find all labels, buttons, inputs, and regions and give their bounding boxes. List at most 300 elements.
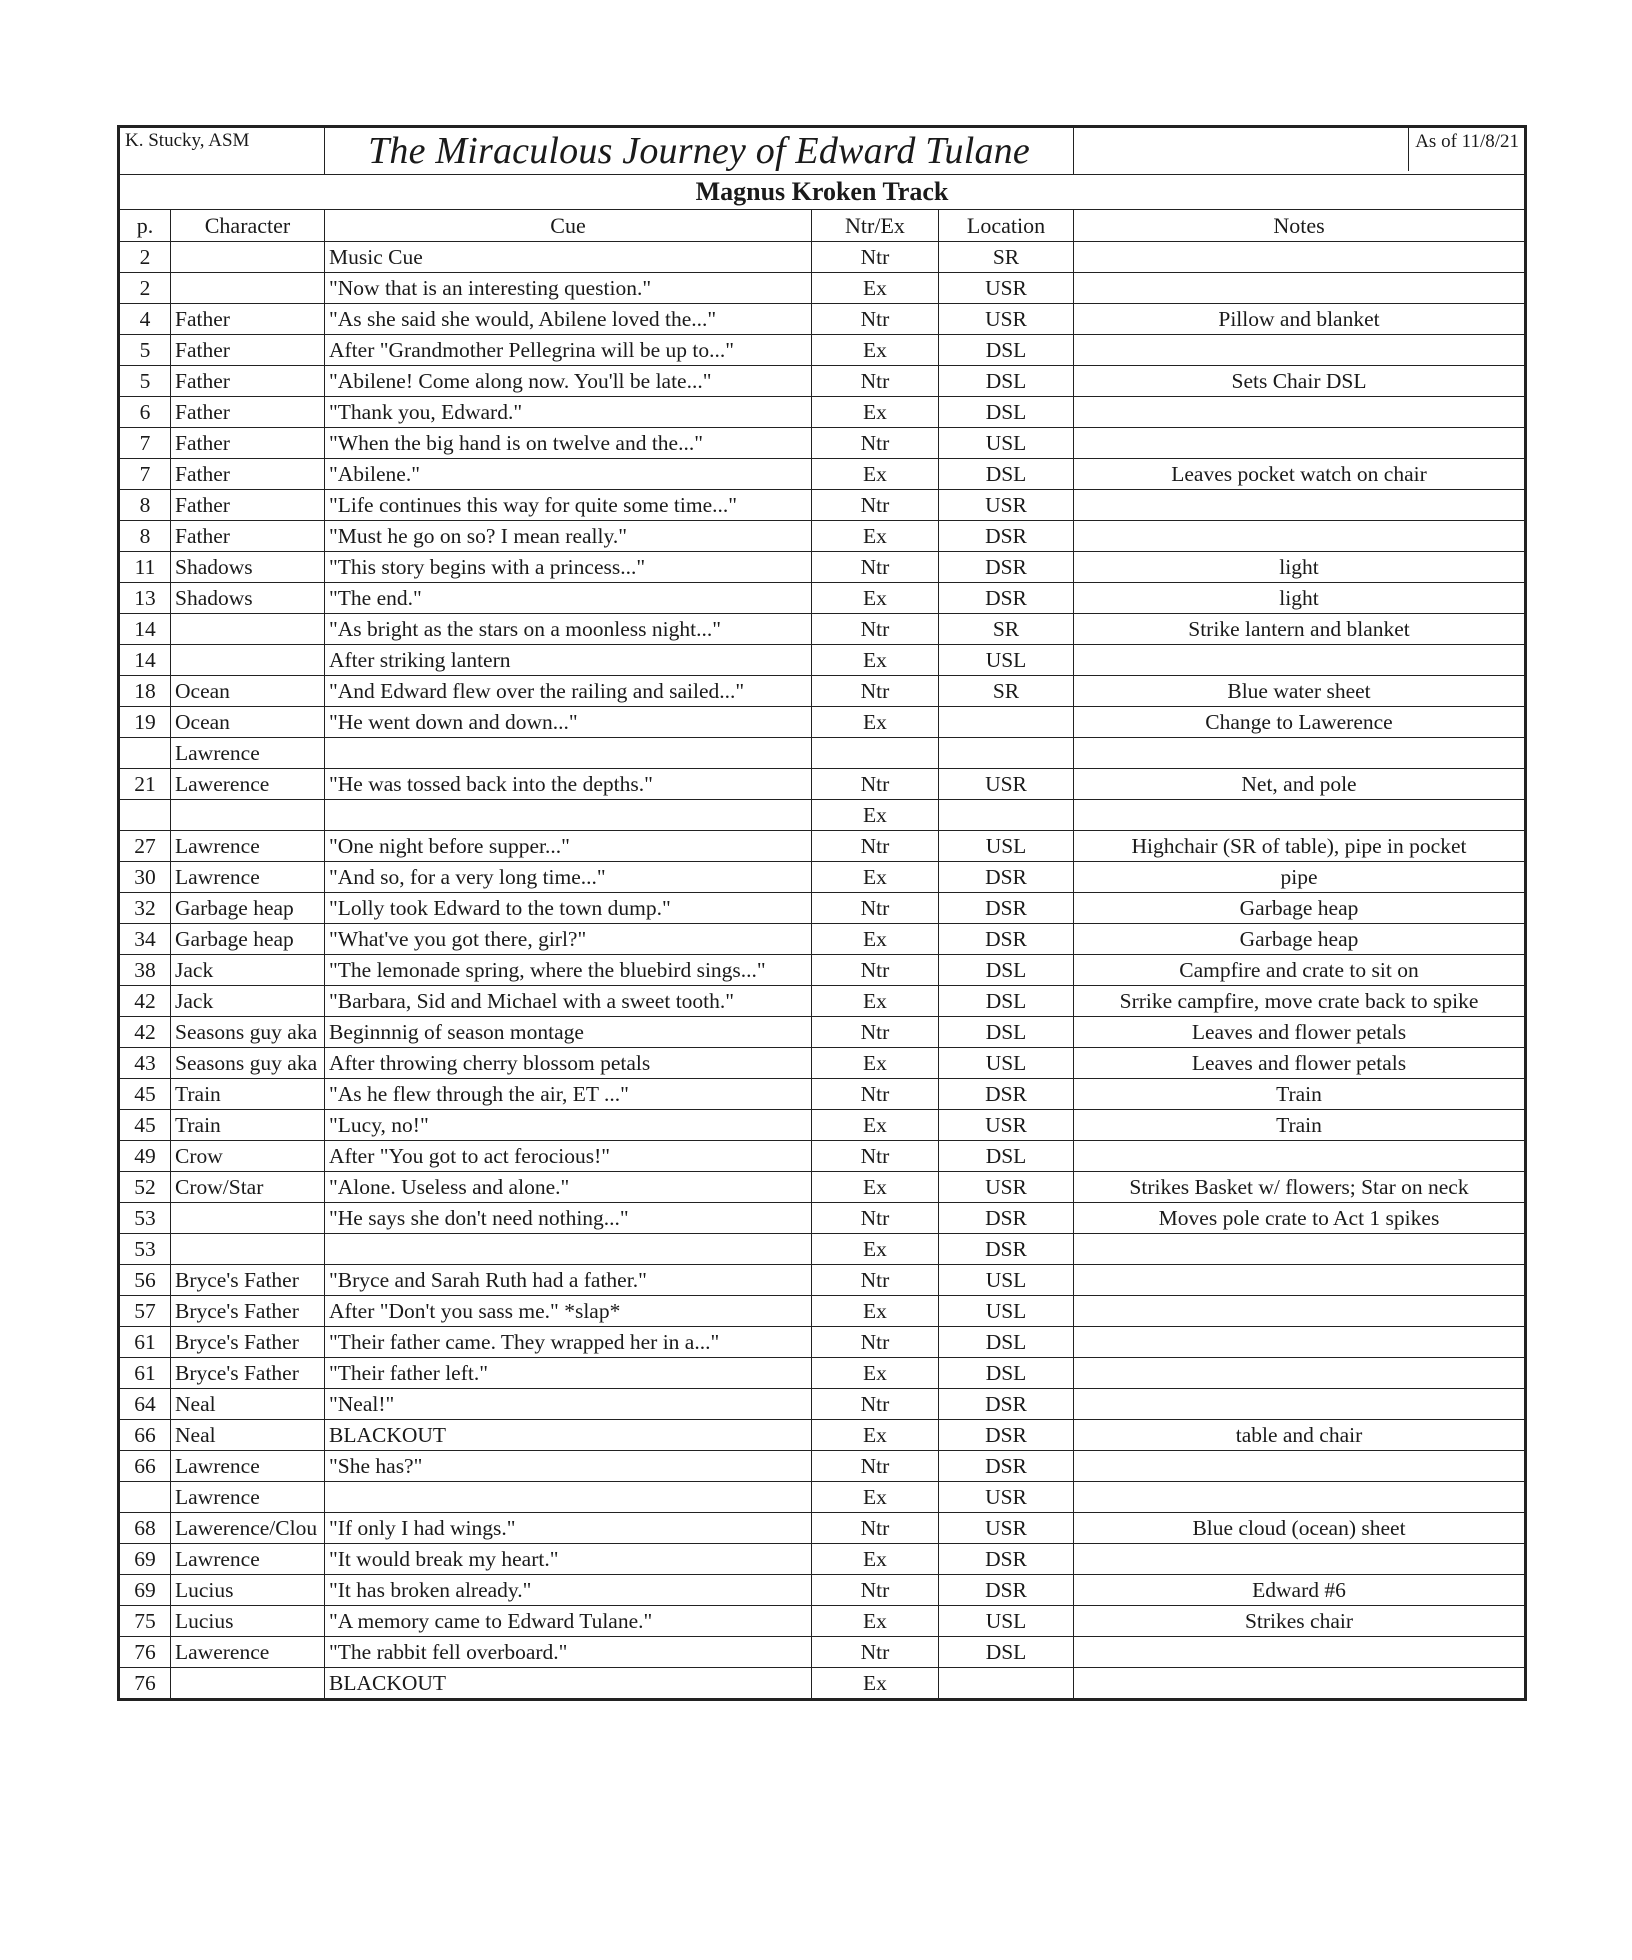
- notes-cell: [1074, 521, 1526, 552]
- location-cell: DSR: [939, 924, 1074, 955]
- character-cell: Bryce's Father: [171, 1327, 325, 1358]
- notes-cell: Change to Lawerence: [1074, 707, 1526, 738]
- page-cell: 21: [119, 769, 171, 800]
- ntr-ex-cell: Ex: [812, 273, 939, 304]
- table-row: [119, 831, 1526, 862]
- ntr-ex-cell: Ntr: [812, 428, 939, 459]
- cue-cell: "Abilene! Come along now. You'll be late...": [325, 366, 812, 397]
- table-row: [119, 1575, 1526, 1606]
- notes-cell: Train: [1074, 1079, 1526, 1110]
- table-row: [119, 1668, 1526, 1700]
- track-sheet: [117, 125, 1524, 1701]
- character-cell: Father: [171, 335, 325, 366]
- notes-cell: Strikes Basket w/ flowers; Star on neck: [1074, 1172, 1526, 1203]
- character-cell: Train: [171, 1110, 325, 1141]
- page-cell: 75: [119, 1606, 171, 1637]
- page-cell: 42: [119, 1017, 171, 1048]
- cue-cell: "Lolly took Edward to the town dump.": [325, 893, 812, 924]
- notes-cell: Leaves and flower petals: [1074, 1048, 1526, 1079]
- page-cell: 5: [119, 366, 171, 397]
- table-row: [119, 1234, 1526, 1265]
- location-cell: DSL: [939, 955, 1074, 986]
- cue-cell: "The lemonade spring, where the bluebird sings...": [325, 955, 812, 986]
- character-cell: Garbage heap: [171, 893, 325, 924]
- ntr-ex-cell: Ntr: [812, 769, 939, 800]
- page-cell: [119, 738, 171, 769]
- character-cell: Bryce's Father: [171, 1265, 325, 1296]
- notes-cell: Strike lantern and blanket: [1074, 614, 1526, 645]
- page-cell: 8: [119, 490, 171, 521]
- ntr-ex-cell: Ex: [812, 1172, 939, 1203]
- ntr-ex-cell: Ex: [812, 583, 939, 614]
- page-cell: 7: [119, 428, 171, 459]
- notes-cell: [1074, 397, 1526, 428]
- table-row: [119, 366, 1526, 397]
- character-cell: Lawerence: [171, 1637, 325, 1668]
- cue-cell: "He went down and down...": [325, 707, 812, 738]
- notes-cell: table and chair: [1074, 1420, 1526, 1451]
- location-cell: USL: [939, 1606, 1074, 1637]
- table-row: [119, 676, 1526, 707]
- character-cell: Neal: [171, 1420, 325, 1451]
- notes-cell: Leaves pocket watch on chair: [1074, 459, 1526, 490]
- notes-cell: Highchair (SR of table), pipe in pocket: [1074, 831, 1526, 862]
- ntr-ex-cell: Ntr: [812, 490, 939, 521]
- table-row: [119, 924, 1526, 955]
- table-row: [119, 552, 1526, 583]
- cue-cell: [325, 800, 812, 831]
- location-cell: DSL: [939, 397, 1074, 428]
- character-cell: Seasons guy aka: [171, 1017, 325, 1048]
- location-cell: DSR: [939, 1451, 1074, 1482]
- character-cell: Lucius: [171, 1606, 325, 1637]
- ntr-ex-cell: Ntr: [812, 893, 939, 924]
- cue-cell: "She has?": [325, 1451, 812, 1482]
- ntr-ex-cell: Ex: [812, 521, 939, 552]
- ntr-ex-cell: [812, 738, 939, 769]
- cue-cell: "And so, for a very long time...": [325, 862, 812, 893]
- page-cell: 13: [119, 583, 171, 614]
- notes-cell: [1074, 1668, 1526, 1700]
- character-cell: Ocean: [171, 707, 325, 738]
- page-cell: 8: [119, 521, 171, 552]
- col-header-cue: Cue: [325, 210, 812, 242]
- location-cell: DSR: [939, 1079, 1074, 1110]
- notes-cell: [1074, 1234, 1526, 1265]
- page-cell: [119, 800, 171, 831]
- table-row: [119, 645, 1526, 676]
- cue-cell: "And Edward flew over the railing and sailed...": [325, 676, 812, 707]
- cue-cell: "This story begins with a princess...": [325, 552, 812, 583]
- location-cell: USR: [939, 304, 1074, 335]
- ntr-ex-cell: Ntr: [812, 1141, 939, 1172]
- page-cell: 69: [119, 1575, 171, 1606]
- character-cell: Garbage heap: [171, 924, 325, 955]
- notes-cell: [1074, 335, 1526, 366]
- cue-cell: After throwing cherry blossom petals: [325, 1048, 812, 1079]
- ntr-ex-cell: Ntr: [812, 304, 939, 335]
- notes-cell: [1074, 1451, 1526, 1482]
- ntr-ex-cell: Ex: [812, 800, 939, 831]
- location-cell: USL: [939, 428, 1074, 459]
- table-row: [119, 242, 1526, 273]
- location-cell: USL: [939, 831, 1074, 862]
- cue-cell: "Barbara, Sid and Michael with a sweet tooth.": [325, 986, 812, 1017]
- location-cell: USR: [939, 1110, 1074, 1141]
- table-row: [119, 1389, 1526, 1420]
- character-cell: Lawrence: [171, 1451, 325, 1482]
- ntr-ex-cell: Ntr: [812, 1327, 939, 1358]
- table-row: [119, 1513, 1526, 1544]
- page-cell: 34: [119, 924, 171, 955]
- table-body: [119, 242, 1526, 1700]
- character-cell: Bryce's Father: [171, 1296, 325, 1327]
- character-cell: Father: [171, 366, 325, 397]
- table-row: [119, 1203, 1526, 1234]
- table-row: [119, 1327, 1526, 1358]
- page-cell: 18: [119, 676, 171, 707]
- notes-cell: Garbage heap: [1074, 893, 1526, 924]
- character-cell: Lucius: [171, 1575, 325, 1606]
- location-cell: DSR: [939, 1234, 1074, 1265]
- ntr-ex-cell: Ex: [812, 707, 939, 738]
- table-row: [119, 1296, 1526, 1327]
- ntr-ex-cell: Ex: [812, 1668, 939, 1700]
- cue-cell: "Thank you, Edward.": [325, 397, 812, 428]
- page-cell: 2: [119, 273, 171, 304]
- table-row: [119, 397, 1526, 428]
- col-header-ntr-ex: Ntr/Ex: [812, 210, 939, 242]
- ntr-ex-cell: Ex: [812, 1048, 939, 1079]
- cue-cell: "When the big hand is on twelve and the...": [325, 428, 812, 459]
- notes-cell: Blue water sheet: [1074, 676, 1526, 707]
- ntr-ex-cell: Ntr: [812, 831, 939, 862]
- character-cell: Shadows: [171, 583, 325, 614]
- page-cell: 27: [119, 831, 171, 862]
- table-row: [119, 304, 1526, 335]
- notes-cell: [1074, 490, 1526, 521]
- track-table: [117, 125, 1527, 1701]
- page-cell: 76: [119, 1668, 171, 1700]
- cue-cell: "Lucy, no!": [325, 1110, 812, 1141]
- table-row: [119, 1637, 1526, 1668]
- table-row: [119, 893, 1526, 924]
- cue-cell: "Life continues this way for quite some time...": [325, 490, 812, 521]
- character-cell: [171, 1234, 325, 1265]
- page-cell: 4: [119, 304, 171, 335]
- table-row: [119, 1141, 1526, 1172]
- page-cell: 14: [119, 645, 171, 676]
- page-cell: 5: [119, 335, 171, 366]
- cue-cell: "As she said she would, Abilene loved the...": [325, 304, 812, 335]
- location-cell: USL: [939, 1048, 1074, 1079]
- col-header-character: Character: [171, 210, 325, 242]
- notes-cell: [1074, 242, 1526, 273]
- ntr-ex-cell: Ntr: [812, 242, 939, 273]
- table-row: [119, 335, 1526, 366]
- table-row: [119, 1172, 1526, 1203]
- character-cell: [171, 645, 325, 676]
- notes-cell: Blue cloud (ocean) sheet: [1074, 1513, 1526, 1544]
- notes-cell: [1074, 1482, 1526, 1513]
- character-cell: Lawrence: [171, 1544, 325, 1575]
- notes-cell: [1074, 1141, 1526, 1172]
- location-cell: [939, 707, 1074, 738]
- location-cell: USL: [939, 1265, 1074, 1296]
- cue-cell: BLACKOUT: [325, 1420, 812, 1451]
- table-row: [119, 800, 1526, 831]
- character-cell: Jack: [171, 955, 325, 986]
- page-cell: 30: [119, 862, 171, 893]
- table-row: [119, 1544, 1526, 1575]
- cue-cell: "The rabbit fell overboard.": [325, 1637, 812, 1668]
- notes-cell: Strikes chair: [1074, 1606, 1526, 1637]
- ntr-ex-cell: Ntr: [812, 676, 939, 707]
- cue-cell: "It has broken already.": [325, 1575, 812, 1606]
- location-cell: DSL: [939, 1327, 1074, 1358]
- ntr-ex-cell: Ex: [812, 1482, 939, 1513]
- character-cell: Lawerence: [171, 769, 325, 800]
- ntr-ex-cell: Ex: [812, 1420, 939, 1451]
- notes-cell: [1074, 738, 1526, 769]
- character-cell: Father: [171, 397, 325, 428]
- page-cell: 61: [119, 1327, 171, 1358]
- page-cell: 19: [119, 707, 171, 738]
- page-cell: 53: [119, 1234, 171, 1265]
- location-cell: SR: [939, 676, 1074, 707]
- table-row: [119, 614, 1526, 645]
- character-cell: Neal: [171, 1389, 325, 1420]
- location-cell: USL: [939, 1296, 1074, 1327]
- character-cell: Lawrence: [171, 1482, 325, 1513]
- page-cell: 76: [119, 1637, 171, 1668]
- notes-cell: Net, and pole: [1074, 769, 1526, 800]
- character-cell: [171, 1203, 325, 1234]
- ntr-ex-cell: Ntr: [812, 1575, 939, 1606]
- table-row: [119, 1482, 1526, 1513]
- location-cell: USR: [939, 769, 1074, 800]
- character-cell: Bryce's Father: [171, 1358, 325, 1389]
- table-row: [119, 1017, 1526, 1048]
- page-cell: 64: [119, 1389, 171, 1420]
- notes-cell: Moves pole crate to Act 1 spikes: [1074, 1203, 1526, 1234]
- location-cell: SR: [939, 242, 1074, 273]
- date-label: [1074, 127, 1526, 175]
- location-cell: DSL: [939, 986, 1074, 1017]
- ntr-ex-cell: Ex: [812, 1544, 939, 1575]
- location-cell: DSR: [939, 1389, 1074, 1420]
- ntr-ex-cell: Ex: [812, 397, 939, 428]
- location-cell: DSL: [939, 1637, 1074, 1668]
- page-cell: 56: [119, 1265, 171, 1296]
- page-cell: 2: [119, 242, 171, 273]
- cue-cell: "One night before supper...": [325, 831, 812, 862]
- page-cell: 45: [119, 1110, 171, 1141]
- table-row: [119, 490, 1526, 521]
- cue-cell: "He was tossed back into the depths.": [325, 769, 812, 800]
- table-row: [119, 769, 1526, 800]
- page-cell: 32: [119, 893, 171, 924]
- ntr-ex-cell: Ex: [812, 1296, 939, 1327]
- character-cell: [171, 242, 325, 273]
- cue-cell: [325, 1482, 812, 1513]
- table-row: [119, 273, 1526, 304]
- table-row: [119, 1079, 1526, 1110]
- character-cell: [171, 1668, 325, 1700]
- notes-cell: Train: [1074, 1110, 1526, 1141]
- notes-cell: [1074, 428, 1526, 459]
- col-header-page: p.: [119, 210, 171, 242]
- page-cell: 49: [119, 1141, 171, 1172]
- notes-cell: [1074, 1358, 1526, 1389]
- cue-cell: "Neal!": [325, 1389, 812, 1420]
- table-row: [119, 738, 1526, 769]
- character-cell: Seasons guy aka: [171, 1048, 325, 1079]
- ntr-ex-cell: Ntr: [812, 1451, 939, 1482]
- character-cell: [171, 273, 325, 304]
- page-cell: 66: [119, 1420, 171, 1451]
- table-row: [119, 1048, 1526, 1079]
- location-cell: DSR: [939, 893, 1074, 924]
- cue-cell: "Now that is an interesting question.": [325, 273, 812, 304]
- page-cell: 57: [119, 1296, 171, 1327]
- ntr-ex-cell: Ntr: [812, 366, 939, 397]
- ntr-ex-cell: Ntr: [812, 552, 939, 583]
- page-cell: 53: [119, 1203, 171, 1234]
- page-cell: 61: [119, 1358, 171, 1389]
- ntr-ex-cell: Ntr: [812, 1203, 939, 1234]
- header-row: [119, 127, 1526, 175]
- location-cell: USR: [939, 273, 1074, 304]
- ntr-ex-cell: Ntr: [812, 955, 939, 986]
- ntr-ex-cell: Ex: [812, 1606, 939, 1637]
- table-row: [119, 1451, 1526, 1482]
- location-cell: DSR: [939, 552, 1074, 583]
- character-cell: Jack: [171, 986, 325, 1017]
- page-cell: 69: [119, 1544, 171, 1575]
- column-header-row: [119, 210, 1526, 242]
- show-title: The Miraculous Journey of Edward Tulane: [325, 127, 1074, 175]
- cue-cell: Beginnnig of season montage: [325, 1017, 812, 1048]
- location-cell: [939, 800, 1074, 831]
- location-cell: DSL: [939, 1358, 1074, 1389]
- location-cell: DSL: [939, 335, 1074, 366]
- location-cell: DSL: [939, 1017, 1074, 1048]
- character-cell: Father: [171, 490, 325, 521]
- notes-cell: [1074, 645, 1526, 676]
- location-cell: DSL: [939, 366, 1074, 397]
- ntr-ex-cell: Ex: [812, 924, 939, 955]
- notes-cell: pipe: [1074, 862, 1526, 893]
- character-cell: Train: [171, 1079, 325, 1110]
- location-cell: [939, 1668, 1074, 1700]
- character-cell: Lawrence: [171, 862, 325, 893]
- cue-cell: BLACKOUT: [325, 1668, 812, 1700]
- page-cell: 11: [119, 552, 171, 583]
- character-cell: Ocean: [171, 676, 325, 707]
- table-row: [119, 862, 1526, 893]
- cue-cell: "Bryce and Sarah Ruth had a father.": [325, 1265, 812, 1296]
- notes-cell: Sets Chair DSL: [1074, 366, 1526, 397]
- table-row: [119, 428, 1526, 459]
- table-row: [119, 459, 1526, 490]
- page-cell: 68: [119, 1513, 171, 1544]
- notes-cell: [1074, 273, 1526, 304]
- location-cell: USR: [939, 1172, 1074, 1203]
- col-header-notes: Notes: [1074, 210, 1526, 242]
- page-cell: 6: [119, 397, 171, 428]
- author-label: K. Stucky, ASM: [119, 127, 325, 175]
- character-cell: Shadows: [171, 552, 325, 583]
- page-cell: 43: [119, 1048, 171, 1079]
- ntr-ex-cell: Ex: [812, 1234, 939, 1265]
- notes-cell: [1074, 1327, 1526, 1358]
- ntr-ex-cell: Ntr: [812, 1265, 939, 1296]
- as-of-date: As of 11/8/21: [1408, 127, 1519, 171]
- location-cell: USR: [939, 1482, 1074, 1513]
- ntr-ex-cell: Ntr: [812, 1389, 939, 1420]
- col-header-location: Location: [939, 210, 1074, 242]
- ntr-ex-cell: Ntr: [812, 1637, 939, 1668]
- character-cell: [171, 800, 325, 831]
- notes-cell: [1074, 1296, 1526, 1327]
- notes-cell: [1074, 800, 1526, 831]
- location-cell: [939, 738, 1074, 769]
- character-cell: Lawrence: [171, 831, 325, 862]
- location-cell: USR: [939, 490, 1074, 521]
- page-cell: 45: [119, 1079, 171, 1110]
- table-row: [119, 1265, 1526, 1296]
- character-cell: Father: [171, 459, 325, 490]
- cue-cell: "The end.": [325, 583, 812, 614]
- ntr-ex-cell: Ex: [812, 1358, 939, 1389]
- location-cell: DSR: [939, 521, 1074, 552]
- character-cell: Crow/Star: [171, 1172, 325, 1203]
- table-row: [119, 1110, 1526, 1141]
- location-cell: SR: [939, 614, 1074, 645]
- table-row: [119, 1606, 1526, 1637]
- notes-cell: [1074, 1265, 1526, 1296]
- location-cell: DSL: [939, 1141, 1074, 1172]
- cue-cell: "As bright as the stars on a moonless night...": [325, 614, 812, 645]
- notes-cell: light: [1074, 552, 1526, 583]
- character-cell: Father: [171, 521, 325, 552]
- cue-cell: "As he flew through the air, ET ...": [325, 1079, 812, 1110]
- notes-cell: Garbage heap: [1074, 924, 1526, 955]
- cue-cell: After "You got to act ferocious!": [325, 1141, 812, 1172]
- cue-cell: [325, 738, 812, 769]
- page-cell: 66: [119, 1451, 171, 1482]
- ntr-ex-cell: Ex: [812, 645, 939, 676]
- ntr-ex-cell: Ntr: [812, 1513, 939, 1544]
- cue-cell: After "Don't you sass me." *slap*: [325, 1296, 812, 1327]
- character-cell: Lawerence/Clou: [171, 1513, 325, 1544]
- notes-cell: [1074, 1637, 1526, 1668]
- ntr-ex-cell: Ntr: [812, 1017, 939, 1048]
- cue-cell: "If only I had wings.": [325, 1513, 812, 1544]
- cue-cell: "Abilene.": [325, 459, 812, 490]
- ntr-ex-cell: Ex: [812, 986, 939, 1017]
- page-cell: [119, 1482, 171, 1513]
- location-cell: USR: [939, 1513, 1074, 1544]
- notes-cell: [1074, 1544, 1526, 1575]
- notes-cell: [1074, 1389, 1526, 1420]
- page-cell: 52: [119, 1172, 171, 1203]
- character-cell: Father: [171, 428, 325, 459]
- table-row: [119, 986, 1526, 1017]
- character-cell: [171, 614, 325, 645]
- location-cell: DSR: [939, 1544, 1074, 1575]
